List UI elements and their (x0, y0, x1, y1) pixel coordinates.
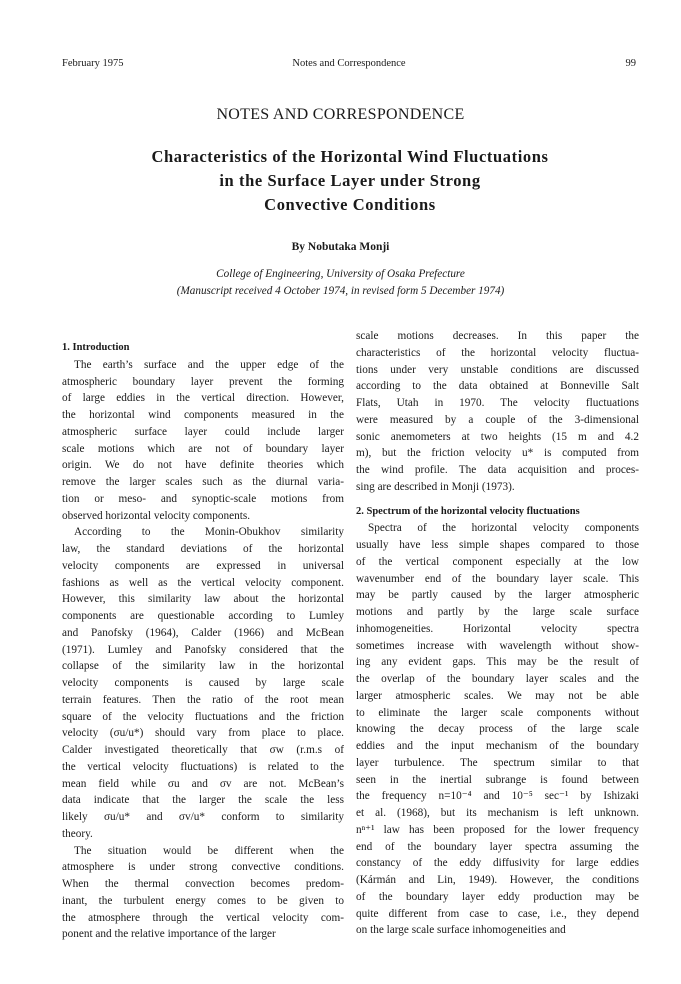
text-line: the horizontal wind components measured in the (62, 409, 344, 421)
section-heading-introduction: 1. Introduction (62, 342, 130, 353)
text-line: When the thermal convection becomes predom- (62, 878, 344, 890)
text-line: the vertical velocity fluctuations) is related to the (62, 760, 344, 773)
text-line: atmosphere is under strong convective conditions. (62, 861, 344, 874)
text-line: end of the boundary layer spectra assuming the (356, 840, 639, 853)
text-line: the frequency n=10⁻⁴ and 10⁻⁵ sec⁻¹ by Ishizaki (356, 790, 639, 803)
text-line: square of the velocity fluctuations and the friction (62, 710, 344, 723)
text-line: characteristics of the horizontal velocity fluctua- (356, 346, 639, 359)
section-heading-spectrum: 2. Spectrum of the horizontal velocity fluctuations (356, 505, 580, 517)
running-header-date: February 1975 (62, 58, 124, 69)
text-line: constancy of the eddy diffusivity for large eddies (356, 857, 639, 870)
text-line: sing are described in Monji (1973). (356, 480, 515, 493)
article-title (60, 145, 640, 217)
text-line: The situation would be different when the (74, 844, 344, 857)
left-column-body (62, 357, 344, 943)
text-line: and Panofsky (1964), Calder (1966) and McBean (62, 626, 344, 639)
text-line: scale motions decreases. In this paper the (356, 330, 639, 342)
text-line: The earth’s surface and the upper edge of the (74, 358, 344, 371)
text-line: atmospheric boundary layer prevent the forming (62, 375, 344, 388)
right-column-paragraph (356, 328, 639, 496)
text-line: of the boundary layer eddy production may be (356, 890, 639, 903)
text-line: scale motions which are not of boundary layer (62, 442, 344, 455)
text-line: (1971). Lumley and Panofsky considered that the (62, 643, 344, 656)
text-line: mean field while σu and σv are not. McBean’s (62, 777, 344, 790)
title-line: in the Surface Layer under Strong (219, 171, 481, 190)
text-line: Calder investigated theoretically that σw (r.m.s of (62, 744, 344, 756)
text-line: et al. (1968), but its mechanism is left unknown. (356, 807, 639, 819)
text-line: origin. We do not have definite theories which (62, 459, 344, 472)
text-line: to eliminate the larger scale components without (356, 706, 639, 719)
page-number: 99 (625, 58, 636, 69)
text-line: may be partly caused by the larger atmospheric (356, 589, 639, 602)
text-line: were measured by a couple of the 3-dimensional (356, 413, 639, 426)
author-byline: By Nobutaka Monji (291, 241, 390, 253)
text-line: motions and partly by the large scale surface (356, 606, 639, 618)
text-line: ponent and the relative importance of the larger (62, 928, 276, 941)
text-line: inhomogeneities. Horizontal velocity spectra (356, 622, 639, 635)
text-line: likely σu/u* and σv/u* conform to similarity (62, 811, 344, 823)
text-line: velocity (σu/u*) should vary from place to place. (62, 727, 344, 740)
left-column (62, 340, 344, 943)
text-line: atmospheric surface layer could include larger (62, 425, 344, 438)
title-line: Convective Conditions (264, 195, 436, 214)
text-line: sonic anemometers at two heights (15 m and 4.2 (356, 430, 639, 443)
text-line: theory. (62, 827, 93, 840)
manuscript-note: (Manuscript received 4 October 1974, in revised form 5 December 1974) (176, 285, 505, 297)
text-line: usually have less simple shapes compared to those (356, 539, 639, 551)
text-line: terrain features. Then the ratio of the root mean (62, 693, 344, 706)
text-line: nⁿ⁺¹ law has been proposed for the lower frequency (356, 823, 639, 836)
text-line: knowing the decay process of the large scale (356, 723, 639, 736)
text-line: (Kármán and Lin, 1949). However, the conditions (356, 874, 639, 886)
text-line: of the vertical component especially at the low (356, 555, 639, 568)
right-column-paragraph (356, 520, 639, 939)
text-line: According to the Monin-Obukhov similarity (74, 526, 344, 539)
text-line: tions under very unstable conditions are discussed (356, 363, 639, 376)
right-column (356, 328, 639, 939)
text-line: inant, the turbulent energy comes to be given to (62, 894, 344, 907)
running-header (62, 58, 636, 74)
text-line: remove the larger scales such as the diurnal varia- (62, 476, 344, 488)
text-line: eddies and the input mechanism of the boundary (356, 740, 639, 752)
text-line: components are questionable according to Lumley (62, 610, 344, 622)
text-line: law, the standard deviations of the horizontal (62, 543, 344, 555)
text-line: Spectra of the horizontal velocity components (368, 522, 639, 535)
text-line: ing any evident gaps. This may be the result of (356, 656, 639, 669)
text-line: wavenumber end of the boundary layer scale. This (356, 572, 639, 585)
text-line: data indicate that the larger the scale the less (62, 794, 344, 807)
text-line: the wind profile. The data acquisition and proces- (356, 464, 639, 476)
text-line: quite different from case to case, i.e., they depend (356, 907, 639, 920)
text-line: velocity components is caused by large scale (62, 677, 344, 689)
text-line: layer turbulence. The spectrum similar to that (356, 756, 639, 769)
affiliation: College of Engineering, University of Osaka Prefecture (216, 268, 465, 280)
text-line: velocity components are expressed in universal (62, 559, 344, 572)
text-line: tion or meso- and synoptic-scale motions from (62, 492, 344, 505)
text-line: Flats, Utah in 1970. The velocity fluctuations (356, 397, 639, 409)
text-line: fashions as well as the vertical velocity component. (62, 576, 344, 589)
text-line: However, this similarity law about the horizontal (62, 593, 344, 606)
text-line: the atmosphere through the vertical velocity com- (62, 911, 344, 924)
text-line: seen in the inertial subrange is found between (356, 773, 639, 786)
text-line: larger atmospheric scales. We may not be able (356, 689, 639, 702)
text-line: on the large scale surface inhomogeneities and (356, 924, 566, 937)
section-heading: NOTES AND CORRESPONDENCE (216, 106, 465, 123)
text-line: observed horizontal velocity components. (62, 509, 251, 522)
running-header-section: Notes and Correspondence (292, 58, 406, 69)
text-line: the overlap of the boundary layer scales and the (356, 673, 639, 685)
title-line: Characteristics of the Horizontal Wind Fluctuations (151, 147, 549, 166)
affiliation-block (0, 266, 681, 300)
text-line: sometimes increase with wavelength without show- (356, 639, 639, 652)
text-line: m), but the friction velocity u* is computed from (356, 447, 639, 460)
text-line: according to the data obtained at Bonneville Salt (356, 380, 639, 393)
text-line: of large eddies in the vertical direction. However, (62, 392, 344, 405)
text-line: collapse of the similarity law in the horizontal (62, 660, 344, 673)
